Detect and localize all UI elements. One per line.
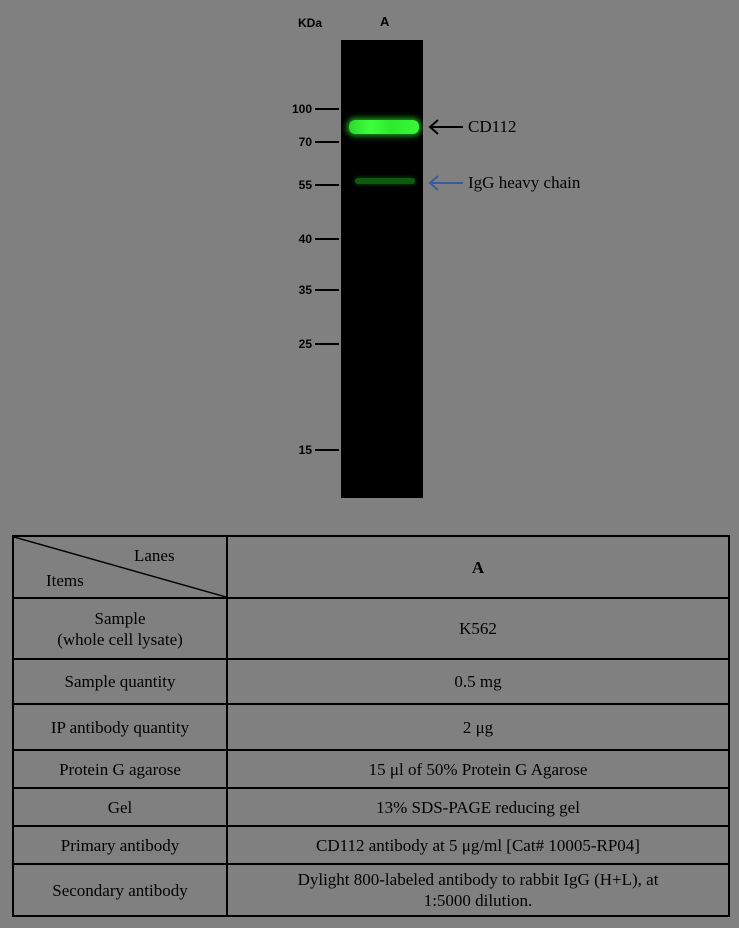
table-row xyxy=(13,659,729,704)
igg-label: IgG heavy chain xyxy=(468,173,581,192)
marker-100 xyxy=(278,102,339,116)
marker-tick xyxy=(315,184,339,186)
table-row xyxy=(13,864,729,916)
marker-label: 100 xyxy=(291,102,312,116)
lane-a-header: A xyxy=(380,14,390,29)
left-arrow-icon xyxy=(428,174,464,192)
row-value-line: 1:5000 dilution. xyxy=(423,891,533,910)
gel-lane-a xyxy=(341,40,423,498)
row-label xyxy=(13,598,227,659)
row-label-line: (whole cell lysate) xyxy=(57,629,183,649)
diagonal-header-cell xyxy=(13,536,227,598)
marker-40 xyxy=(278,232,339,246)
cd112-label: CD112 xyxy=(468,117,517,136)
table-row xyxy=(13,826,729,864)
row-value: CD112 antibody at 5 μg/ml [Cat# 10005-RP04] xyxy=(227,826,729,864)
table-row xyxy=(13,704,729,750)
row-value: K562 xyxy=(227,598,729,659)
row-label: IP antibody quantity xyxy=(13,704,227,750)
band-igg-heavy-chain xyxy=(355,178,415,184)
kda-axis-label: KDa xyxy=(298,16,323,30)
row-label: Secondary antibody xyxy=(13,864,227,916)
marker-25 xyxy=(278,337,339,351)
marker-55 xyxy=(278,178,339,192)
marker-label: 55 xyxy=(298,178,312,192)
row-label: Primary antibody xyxy=(13,826,227,864)
marker-label: 15 xyxy=(298,443,312,457)
lane-a-column-header: A xyxy=(227,536,729,598)
marker-label: 40 xyxy=(298,232,312,246)
marker-15 xyxy=(278,443,339,457)
marker-tick xyxy=(315,343,339,345)
row-value: 15 μl of 50% Protein G Agarose xyxy=(227,750,729,788)
marker-tick xyxy=(315,289,339,291)
row-label: Gel xyxy=(13,788,227,826)
marker-tick xyxy=(315,108,339,110)
lanes-label: Lanes xyxy=(134,546,175,565)
marker-tick xyxy=(315,238,339,240)
row-value: 2 μg xyxy=(227,704,729,750)
row-label: Protein G agarose xyxy=(13,750,227,788)
row-value-line: Dylight 800-labeled antibody to rabbit IgG (H+L), at xyxy=(297,870,659,889)
table-header-row xyxy=(13,536,729,598)
row-value xyxy=(227,864,729,916)
table-row xyxy=(13,788,729,826)
table-row xyxy=(13,598,729,659)
row-value: 13% SDS-PAGE reducing gel xyxy=(227,788,729,826)
left-arrow-icon xyxy=(428,118,464,136)
marker-label: 35 xyxy=(298,283,312,297)
cd112-annotation xyxy=(428,117,517,137)
band-cd112 xyxy=(349,120,419,134)
marker-label: 70 xyxy=(298,135,312,149)
igg-annotation xyxy=(428,173,580,193)
marker-70 xyxy=(278,135,339,149)
experiment-conditions-table xyxy=(12,535,730,917)
marker-tick xyxy=(315,141,339,143)
marker-35 xyxy=(278,283,339,297)
row-label-line: Sample xyxy=(94,608,146,628)
marker-tick xyxy=(315,449,339,451)
table-row xyxy=(13,750,729,788)
marker-label: 25 xyxy=(298,337,312,351)
row-value: 0.5 mg xyxy=(227,659,729,704)
items-label: Items xyxy=(46,571,84,590)
row-label: Sample quantity xyxy=(13,659,227,704)
